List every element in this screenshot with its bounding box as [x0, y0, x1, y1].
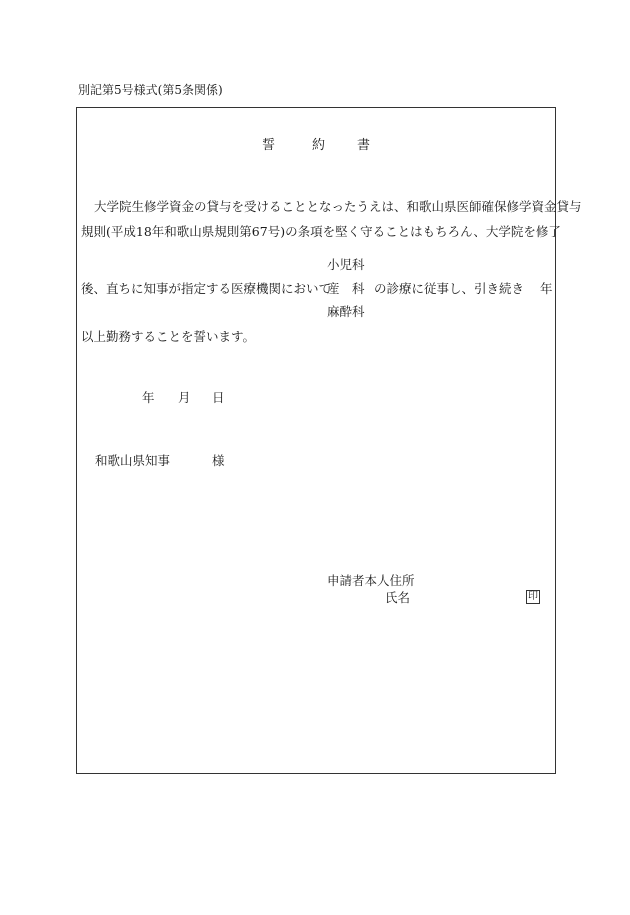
form-label: 別記第5号様式(第5条関係): [78, 83, 223, 97]
body-line-3-prefix: 後、直ちに知事が指定する医療機関において: [81, 281, 332, 296]
addressee-name: 和歌山県知事: [95, 453, 171, 468]
body-line-3-suffix: の診療に従事し、引き続き: [374, 281, 525, 296]
body-line-2: 規則(平成18年和歌山県規則第67号)の条項を堅く守ることはもちろん、大学院を修了: [81, 224, 561, 239]
applicant-name-label: 氏名: [385, 590, 411, 605]
date-month: 月: [178, 390, 191, 405]
applicant-address-label: 申請者本人住所: [327, 573, 415, 588]
addressee-honorific: 様: [212, 453, 225, 468]
department-pediatrics: 小児科: [327, 257, 365, 272]
title-char-3: 書: [357, 138, 371, 153]
title-char-2: 約: [312, 138, 326, 153]
date-year: 年: [142, 390, 155, 405]
department-anesthesiology: 麻酔科: [327, 304, 365, 319]
body-line-4: 以上勤務することを誓います。: [81, 329, 256, 344]
body-line-3-year: 年: [540, 281, 553, 296]
department-obstetrics: 産 科: [327, 281, 365, 296]
seal-mark: 印: [528, 591, 538, 602]
body-line-1: 大学院生修学資金の貸与を受けることとなったうえは、和歌山県医師確保修学資金貸与: [94, 199, 582, 214]
date-day: 日: [212, 390, 225, 405]
title-char-1: 誓: [262, 138, 276, 153]
